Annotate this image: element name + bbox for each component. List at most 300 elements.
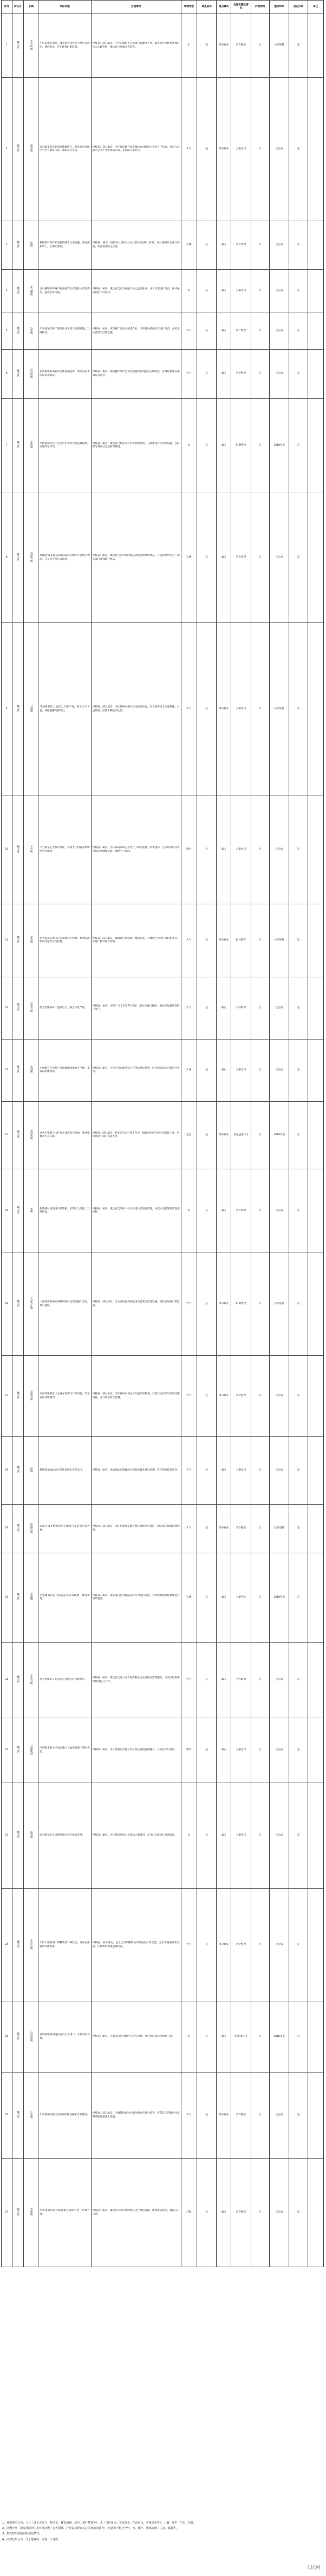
district-cell-text: 顺义区 — [16, 441, 19, 449]
handling-cell: 立案处罚 — [231, 796, 251, 904]
town-cell — [24, 350, 38, 399]
truth-cell: 属实 — [217, 1643, 231, 1718]
deadline-cell: 已完成 — [269, 1169, 289, 1253]
done-cell: 是 — [289, 2159, 308, 2267]
verify-cell: 是 — [197, 2159, 217, 2267]
district-cell — [12, 78, 24, 221]
handling-cell: 立案处罚 — [231, 1039, 251, 1102]
column-header: 办理情况 — [91, 1, 181, 14]
town-cell-text: 李遂镇 — [30, 1593, 33, 1601]
deadline-cell: 2018年底 — [269, 1553, 289, 1643]
remark-cell — [308, 904, 323, 977]
truth-cell: 属实 — [217, 977, 231, 1039]
problem-cell: 李桥镇部分村庄生活污水未经处理直接排放，污染周边环境。 — [38, 399, 92, 493]
row-number: 13 — [2, 1039, 12, 1102]
district-cell-text: 顺义区 — [16, 1391, 19, 1399]
deadline-cell: 已完成 — [269, 493, 289, 623]
problem-cell: 牛栏山镇某酒厂酒糟堆放异味扰民，并存在渗滤液外流现象。 — [38, 1889, 92, 2002]
district-cell-text: 顺义区 — [16, 1206, 19, 1214]
accountability-cell: 无 — [251, 1718, 269, 1783]
row-number: 25 — [2, 2002, 12, 2072]
done-cell: 是 — [289, 1437, 308, 1505]
truth-cell: 属实 — [217, 399, 231, 493]
truth-cell: 部分属实 — [217, 904, 231, 977]
town-cell — [24, 14, 38, 78]
deadline-cell: 已完成 — [269, 1039, 289, 1102]
town-cell — [24, 270, 38, 313]
district-cell-text: 顺义区 — [16, 1130, 19, 1138]
table-row — [2, 1643, 324, 1718]
handling-cell: 关停取缔 — [231, 1643, 251, 1718]
deadline-cell: 已完成 — [269, 221, 289, 270]
result-cell: 经核查：属实。镇政府已制定农村污水治理计划，分批建设污水处理设施，目前部分村庄已完成管网铺设。 — [91, 399, 181, 493]
done-cell: 是 — [289, 904, 308, 977]
town-cell — [24, 796, 38, 904]
town-cell — [24, 2159, 38, 2267]
remark-cell — [308, 270, 323, 313]
deadline-cell: 已完成 — [269, 1437, 289, 1505]
district-cell-text: 顺义区 — [16, 1299, 19, 1307]
district-cell-text: 顺义区 — [16, 144, 19, 153]
result-cell: 经核查：属实。镇政府已责令该回收站清理违规堆放物品，并规范经营行为，相关部门加强联合执法。 — [91, 493, 181, 623]
result-cell: 经核查：部分属实。镇政府已加强秸秆禁烧巡查，对焚烧行为进行劝阻和处罚，并推广秸秆综合利用。 — [91, 904, 181, 977]
district-cell — [12, 1102, 24, 1169]
result-cell: 经核查：部分属实。区农业局督促养殖场完善粪污处理设施，镇政府加强日常监管。 — [91, 1253, 181, 1356]
problem-cell: 杨镇某加油站油气回收装置未正常运行。 — [38, 1437, 92, 1505]
done-cell: 是 — [289, 1889, 308, 2002]
town-cell-text: 赵全营镇 — [30, 1002, 33, 1012]
done-cell: 是 — [289, 2072, 308, 2159]
table-row — [2, 493, 324, 623]
table-row — [2, 1253, 324, 1356]
verify-cell: 是 — [197, 796, 217, 904]
deadline-cell: 2018年底 — [269, 1102, 289, 1169]
problem-cell: 马坡镇多处工地扬尘污染严重，渣土车未苫盖，道路遗撒问题突出。 — [38, 623, 92, 796]
table-row — [2, 14, 324, 78]
handling-cell: 立案处罚 — [231, 1437, 251, 1505]
verify-cell: 是 — [197, 1718, 217, 1783]
done-cell: 是 — [289, 78, 308, 221]
column-header: 问责情况 — [251, 1, 269, 14]
accountability-cell: 无 — [251, 1505, 269, 1553]
district-cell — [12, 399, 24, 493]
type-cell: 土壤 — [181, 1553, 197, 1643]
problem-cell: 李遂镇某村存在私挖乱采砂石现象，破坏耕地。 — [38, 1553, 92, 1643]
town-cell — [24, 399, 38, 493]
town-cell — [24, 1505, 38, 1553]
district-cell-text: 顺义区 — [16, 1466, 19, 1474]
district-cell — [12, 221, 24, 270]
handling-cell: 立案处罚 — [231, 623, 251, 796]
district-cell — [12, 1505, 24, 1553]
district-cell — [12, 313, 24, 350]
verify-cell: 是 — [197, 623, 217, 796]
type-cell: 水 — [181, 1783, 197, 1889]
remark-cell — [308, 1783, 323, 1889]
town-cell — [24, 2002, 38, 2072]
row-number: 9 — [2, 623, 12, 796]
truth-cell: 属实 — [217, 1783, 231, 1889]
district-cell — [12, 2159, 24, 2267]
type-cell: 土壤 — [181, 1039, 197, 1102]
remark-cell — [308, 350, 323, 399]
town-cell — [24, 1889, 38, 2002]
remark-cell — [308, 1718, 323, 1783]
problem-cell: 天竺镇某企业噪声扰民，夜间生产机器轰鸣影响居民休息。 — [38, 796, 92, 904]
town-cell-text: 仁和镇 — [30, 326, 33, 334]
district-cell — [12, 1783, 24, 1889]
town-cell — [24, 977, 38, 1039]
type-cell: 大气 — [181, 1356, 197, 1437]
table-row — [2, 1039, 324, 1102]
district-cell — [12, 1437, 24, 1505]
column-header: 调查核实 — [197, 1, 217, 14]
deadline-cell: 已完成 — [269, 313, 289, 350]
type-cell: 水 — [181, 2002, 197, 2072]
handling-cell: 责令整改 — [231, 1356, 251, 1437]
column-header: 序号 — [2, 1, 12, 14]
remark-cell — [308, 2002, 323, 2072]
town-cell — [24, 904, 38, 977]
verify-cell: 是 — [197, 2072, 217, 2159]
handling-cell: 停止违法行为 — [231, 1102, 251, 1169]
remark-cell — [308, 796, 323, 904]
done-cell: 是 — [289, 14, 308, 78]
column-header: 是否办结 — [289, 1, 308, 14]
type-cell: 土壤 — [181, 221, 197, 270]
district-cell — [12, 1643, 24, 1718]
district-cell-text: 顺义区 — [16, 1065, 19, 1074]
result-cell: 经核查：属实。镇政府已组织人员对河道垃圾进行清理，并建立河长制日常巡查机制。 — [91, 1169, 181, 1253]
district-cell-text: 顺义区 — [16, 2110, 19, 2118]
district-cell — [12, 2002, 24, 2072]
handling-cell: 责令整改 — [231, 1889, 251, 2002]
table-row — [2, 270, 324, 313]
column-header: 乡镇 — [24, 1, 38, 14]
district-cell — [12, 1169, 24, 1253]
handling-cell: 立案处罚 — [231, 1783, 251, 1889]
verify-cell: 是 — [197, 1253, 217, 1356]
handling-cell: 责令清理 — [231, 221, 251, 270]
town-cell — [24, 623, 38, 796]
truth-cell: 部分属实 — [217, 1253, 231, 1356]
row-number: 16 — [2, 1253, 12, 1356]
deadline-cell: 已完成 — [269, 2072, 289, 2159]
town-cell-text: 大孙各庄镇 — [30, 1297, 33, 1310]
district-cell — [12, 904, 24, 977]
accountability-cell: 无 — [251, 796, 269, 904]
verify-cell: 是 — [197, 350, 217, 399]
accountability-cell: 无 — [251, 78, 269, 221]
deadline-cell: 长期坚持 — [269, 1505, 289, 1553]
problem-cell: 南彩镇某企业违规排放污水至雨水管网。 — [38, 1783, 92, 1889]
done-cell: 是 — [289, 1505, 308, 1553]
type-cell: 噪声 — [181, 1718, 197, 1783]
result-cell: 经核查：部分属实。相关采石点已停止作业，镇政府组织开展生态修复工作，区规划国土部门依法查处。 — [91, 1102, 181, 1169]
town-cell — [24, 1356, 38, 1437]
table-row — [2, 1102, 324, 1169]
handling-cell: 封堵排污口 — [231, 2002, 251, 2072]
table-header-row — [2, 1, 324, 14]
accountability-cell: 无 — [251, 313, 269, 350]
type-cell: 水 — [181, 14, 197, 78]
deadline-cell: 长期坚持 — [269, 623, 289, 796]
row-number: 15 — [2, 1169, 12, 1253]
town-cell — [24, 1553, 38, 1643]
deadline-cell: 长期坚持 — [269, 1253, 289, 1356]
footnote: 4、办理结果分为：马上能解决、需要一个过程。 — [2, 2538, 61, 2541]
row-number: 24 — [2, 1889, 12, 2002]
result-cell: 经核查：部分属实。企业已对酒糟堆放场所进行封闭改造，完善渗滤液收集设施，区环保局加强监督检查。 — [91, 1889, 181, 2002]
accountability-cell: 无 — [251, 1169, 269, 1253]
accountability-cell: 无 — [251, 493, 269, 623]
problem-cell: 大孙各庄镇多家养殖场粪污处理设施不完善，臭气扰民。 — [38, 1253, 92, 1356]
row-number: 20 — [2, 1553, 12, 1643]
done-cell: 否 — [289, 1553, 308, 1643]
town-cell-text: 马坡镇 — [30, 704, 33, 712]
deadline-cell: 长期坚持 — [269, 14, 289, 78]
row-number: 26 — [2, 2072, 12, 2159]
row-number: 21 — [2, 1643, 12, 1718]
deadline-cell: 已完成 — [269, 1718, 289, 1783]
deadline-cell: 已完成 — [269, 350, 289, 399]
town-cell — [24, 1437, 38, 1505]
truth-cell: 部分属实 — [217, 623, 231, 796]
remark-cell — [308, 14, 323, 78]
table-row — [2, 2002, 324, 2072]
verify-cell: 是 — [197, 399, 217, 493]
district-cell — [12, 796, 24, 904]
accountability-cell: 无 — [251, 2159, 269, 2267]
deadline-cell: 2018年底 — [269, 399, 289, 493]
district-cell — [12, 1718, 24, 1783]
table-row — [2, 399, 324, 493]
truth-cell: 部分属实 — [217, 1889, 231, 2002]
column-header: 是否属实 — [217, 1, 231, 14]
remark-cell — [308, 2072, 323, 2159]
remark-cell — [308, 221, 323, 270]
truth-cell: 属实 — [217, 350, 231, 399]
result-cell: 经核查：属实。区环保局对该企业进行了噪声监测，结果超标，已依法处罚并责令其安装降噪设施，调整生产时间。 — [91, 796, 181, 904]
row-number: 11 — [2, 904, 12, 977]
result-cell: 经核查：属实。区水务局已对排污口进行封堵，并启动河道综合治理工程。 — [91, 2002, 181, 2072]
remark-cell — [308, 1437, 323, 1505]
verify-cell: 是 — [197, 221, 217, 270]
table-row — [2, 1356, 324, 1437]
deadline-cell: 2018年底 — [269, 2002, 289, 2072]
table-row — [2, 221, 324, 270]
problem-cell: 后沙峪镇某商业综合体油烟直排，周边居民多次投诉未解决。 — [38, 350, 92, 399]
truth-cell: 属实 — [217, 796, 231, 904]
verify-cell: 是 — [197, 1169, 217, 1253]
footnote: 3、整改时限按照实际情况填写。 — [2, 2532, 42, 2536]
type-cell: 土壤 — [181, 493, 197, 623]
verify-cell: 是 — [197, 313, 217, 350]
table-row — [2, 796, 324, 904]
town-cell-text: 木林镇 — [30, 1065, 33, 1074]
result-cell: 经核查：属实。该汽修厂已停止喷漆作业，区环保局依法对其进行处罚，并要求完善废气处理设施。 — [91, 313, 181, 350]
truth-cell: 部分属实 — [217, 1505, 231, 1553]
district-cell-text: 顺义区 — [16, 240, 19, 248]
deadline-cell: 已完成 — [269, 1643, 289, 1718]
done-cell: 是 — [289, 1643, 308, 1718]
town-cell — [24, 1102, 38, 1169]
town-cell-text: 北务镇 — [30, 936, 33, 944]
footnote: 2、问题分类：群众反映的生态环境问题（含各领域、行业以及群众关心的环境问题等），包括但不限于空气、水、噪声、固体废物、生态、辐射等。 — [2, 2527, 179, 2531]
row-number: 10 — [2, 796, 12, 904]
district-cell — [12, 977, 24, 1039]
accountability-cell: 无 — [251, 1643, 269, 1718]
type-cell: 水 — [181, 399, 197, 493]
remark-cell — [308, 1039, 323, 1102]
truth-cell: 部分属实 — [217, 1356, 231, 1437]
town-cell-text: 南彩镇 — [30, 1831, 33, 1839]
town-cell-text: 杨镇 — [30, 1467, 33, 1472]
type-cell: 大气 — [181, 1643, 197, 1718]
problem-cell: 后沙峪镇某河道存在污水直排口，水体发黑发臭。 — [38, 2002, 92, 2072]
district-cell — [12, 1553, 24, 1643]
problem-cell: 杨镇某村存在非法倾倒建筑垃圾问题，堆放面积较大，长期未清理。 — [38, 221, 92, 270]
type-cell: 生态 — [181, 1102, 197, 1169]
verify-cell: 是 — [197, 1505, 217, 1553]
result-cell: 经核查：属实。区环保局对该企业依法立案处罚，企业已完成雨污分流改造。 — [91, 1783, 181, 1889]
town-cell-text: 高丽营镇 — [30, 552, 33, 562]
result-cell: 经核查：部分属实。区住建委对相关工地进行检查，责令落实扬尘治理措施，对违规渣土运输车辆依法处罚。 — [91, 623, 181, 796]
problem-cell: 高丽营镇某废品回收站露天堆放大量废旧物品，存在火灾及污染隐患。 — [38, 493, 92, 623]
problem-cell: 空港街道某小区周边施工工地夜间施工噪声扰民。 — [38, 1718, 92, 1783]
town-cell-text: 龙湾屯镇 — [30, 1129, 33, 1140]
footnote: 1、环境类型分为：大气（含工业废气、机动车、餐饮油烟、扬尘、秸秆焚烧等）；水（含饮用水、工业废水、生活污水、养殖废水等）；土壤；噪声；生态；其他。 — [2, 2521, 197, 2525]
done-cell: 否 — [289, 399, 308, 493]
district-cell-text: 顺义区 — [16, 1524, 19, 1532]
town-cell — [24, 221, 38, 270]
accountability-cell: 无 — [251, 1889, 269, 2002]
town-cell — [24, 313, 38, 350]
town-cell-text: 南法信镇 — [30, 1522, 33, 1533]
done-cell: 是 — [289, 1356, 308, 1437]
type-cell: 大气 — [181, 78, 197, 221]
remark-cell — [308, 1889, 323, 2002]
town-cell-text: 牛栏山镇 — [30, 1939, 33, 1949]
handling-cell: 责令整改 — [231, 2159, 251, 2267]
done-cell: 是 — [289, 796, 308, 904]
table-row — [2, 1889, 324, 2002]
accountability-cell: 无 — [251, 350, 269, 399]
result-cell: 经核查：属实。区住建委责令施工单位停止夜间违规施工，并依法予以处罚。 — [91, 1718, 181, 1783]
result-cell: 经核查：属实。镇政府已责令养殖户停止违法排放，并对沟渠进行清淤，区环保局依法予以处罚。 — [91, 270, 181, 313]
town-cell-text: 高丽营镇 — [30, 1390, 33, 1400]
district-cell — [12, 270, 24, 313]
town-cell-text: 李桥镇 — [30, 441, 33, 449]
problem-cell: 赵全营镇某砖厂违规生产，烟尘排放严重。 — [38, 977, 92, 1039]
footnotes — [2, 2521, 323, 2544]
truth-cell: 部分属实 — [217, 2072, 231, 2159]
town-cell — [24, 493, 38, 623]
table-row — [2, 1169, 324, 1253]
district-cell — [12, 1253, 24, 1356]
table-body — [2, 14, 324, 2267]
type-cell: 噪声 — [181, 796, 197, 904]
town-cell-text: 后沙峪镇 — [30, 2031, 33, 2041]
town-cell-text: 牛栏山镇 — [30, 39, 33, 50]
district-cell — [12, 493, 24, 623]
truth-cell: 属实 — [217, 313, 231, 350]
result-cell: 经核查：属实。镇政府已对工业大院内散乱污企业进行清理整治，完成关停取缔和整改提升工作。 — [91, 1643, 181, 1718]
accountability-cell: 无 — [251, 1039, 269, 1102]
town-cell — [24, 1783, 38, 1889]
district-cell-text: 顺义区 — [16, 553, 19, 561]
result-cell: 经核查：部分属实。园区已加强车辆管理及道路清扫保洁，相关部门加强监督检查。 — [91, 1505, 181, 1553]
type-cell: 大气 — [181, 977, 197, 1039]
handling-cell: 立案查处 — [231, 1553, 251, 1643]
town-cell-text: 后沙峪镇 — [30, 368, 33, 378]
result-cell: 经核查：部分属实。区环保局联合南彩镇政府对周边企业进行了检查，对存在问题的企业下达整改通知书，并依法立案处罚。 — [91, 78, 181, 221]
row-number: 17 — [2, 1356, 12, 1437]
verify-cell: 是 — [197, 1783, 217, 1889]
district-cell-text: 顺义区 — [16, 1593, 19, 1601]
problem-cell: 北石槽镇有养殖户将养殖粪污直接排入附近沟渠，造成水体污染。 — [38, 270, 92, 313]
type-cell: 水 — [181, 1169, 197, 1253]
type-cell: 其他 — [181, 2159, 197, 2267]
handling-cell: 责令整改 — [231, 14, 251, 78]
problem-cell: 仁和镇某汽修厂喷漆作业无废气处理设施，异味扰民。 — [38, 313, 92, 350]
result-cell: 经核查：属实。相关餐饮单位已安装油烟净化设施并定期清洗，区城管执法局加强日常监管。 — [91, 350, 181, 399]
deadline-cell: 已完成 — [269, 270, 289, 313]
verify-cell: 是 — [197, 904, 217, 977]
accountability-cell: 无 — [251, 2002, 269, 2072]
table-row — [2, 623, 324, 796]
done-cell: 是 — [289, 493, 308, 623]
district-cell-text: 顺义区 — [16, 41, 19, 49]
row-number: 2 — [2, 78, 12, 221]
accountability-cell: 无 — [251, 1553, 269, 1643]
row-number: 7 — [2, 399, 12, 493]
problem-cell: 高丽营镇某化工企业存在废气异味问题，周边居民反映强烈。 — [38, 1356, 92, 1437]
table-row — [2, 2072, 324, 2159]
problem-cell: 南彩镇多家企业夜间偷排废气，附近居民反映空气中有刺鼻气味，影响正常生活。 — [38, 78, 92, 221]
table-row — [2, 350, 324, 399]
table-row — [2, 78, 324, 221]
district-cell-text: 顺义区 — [16, 369, 19, 377]
accountability-cell: 无 — [251, 221, 269, 270]
type-cell: 水 — [181, 270, 197, 313]
handling-cell: 停产整改 — [231, 313, 251, 350]
done-cell: 是 — [289, 313, 308, 350]
accountability-cell: 无 — [251, 1356, 269, 1437]
handling-cell: 限期整改 — [231, 399, 251, 493]
done-cell: 否 — [289, 1102, 308, 1169]
remark-cell — [308, 2159, 323, 2267]
town-cell — [24, 1039, 38, 1102]
verify-cell: 是 — [197, 493, 217, 623]
district-cell-text: 顺义区 — [16, 1831, 19, 1839]
remark-cell — [308, 313, 323, 350]
problem-cell: 龙湾屯镇部分山区存在违规采石现象，破坏植被和生态环境。 — [38, 1102, 92, 1169]
type-cell: 大气 — [181, 1889, 197, 2002]
remark-cell — [308, 1169, 323, 1253]
deadline-cell: 已完成 — [269, 78, 289, 221]
result-cell: 经核查：属实。企业已将固废清运至有资质单位处置，区环保局依法对其进行处罚。 — [91, 1039, 181, 1102]
town-cell — [24, 2072, 38, 2159]
result-cell: 经核查：属实。镇政府已对垃圾收集点进行规范管理，增加清运频次，确保日产日清。 — [91, 2159, 181, 2267]
verify-cell: 是 — [197, 78, 217, 221]
accountability-cell: 无 — [251, 1783, 269, 1889]
handling-cell: 关停取缔 — [231, 977, 251, 1039]
deadline-cell: 已完成 — [269, 1783, 289, 1889]
district-cell-text: 顺义区 — [16, 1003, 19, 1011]
verify-cell: 是 — [197, 1039, 217, 1102]
row-number: 6 — [2, 350, 12, 399]
